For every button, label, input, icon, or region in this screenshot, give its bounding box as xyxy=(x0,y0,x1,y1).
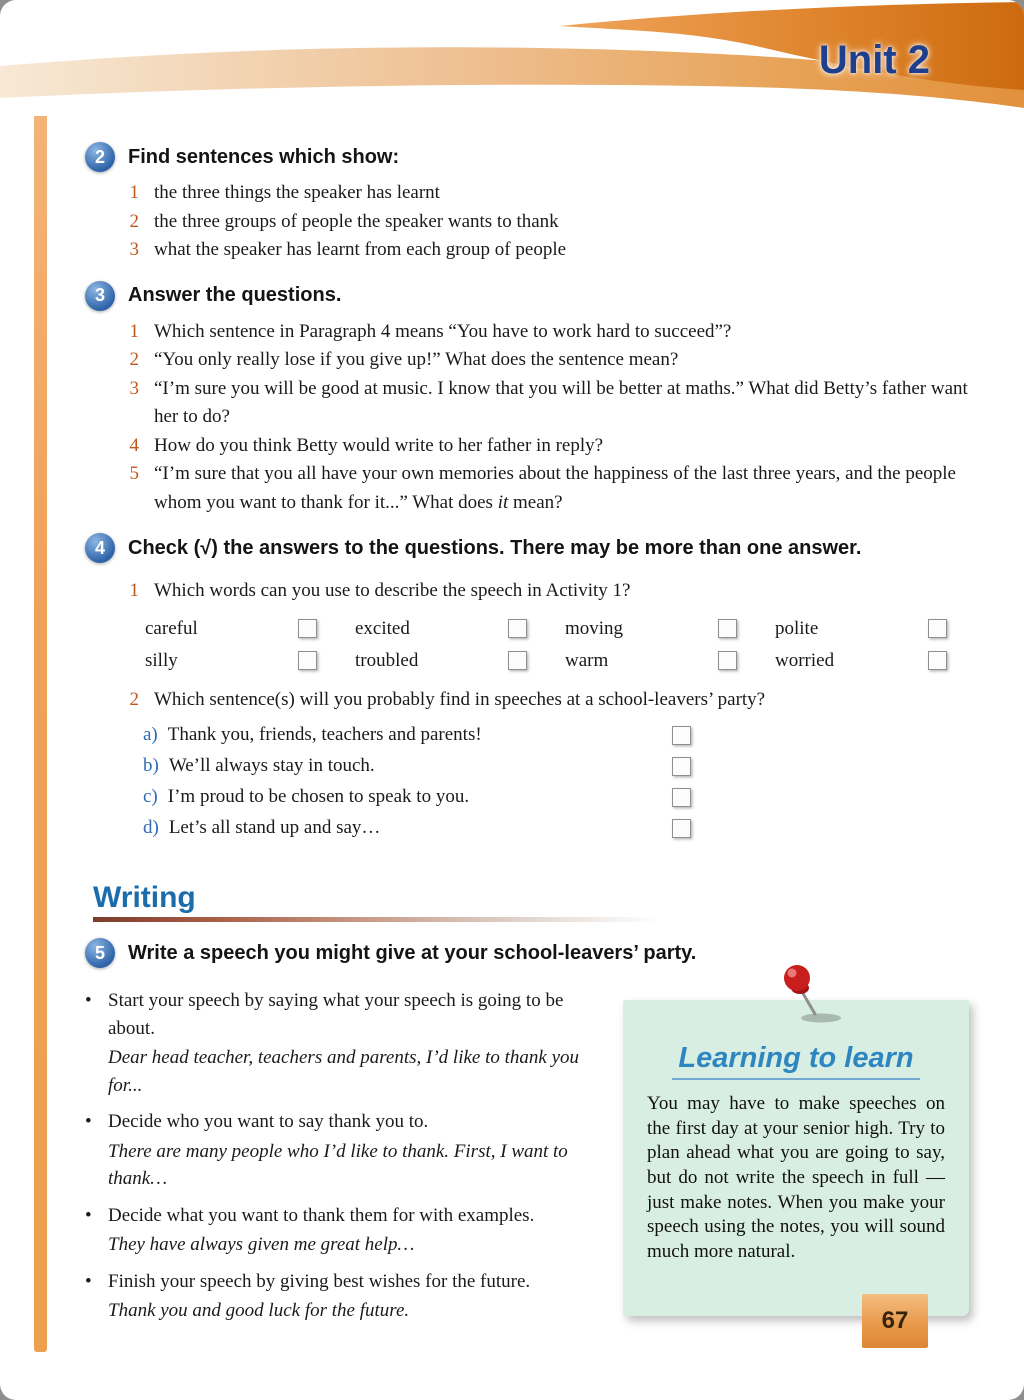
learning-to-learn-note xyxy=(623,1000,969,1316)
word-option xyxy=(565,618,737,640)
page-content xyxy=(0,118,1024,1325)
question-item xyxy=(128,318,969,347)
activity-3 xyxy=(85,281,969,518)
option-letter: a) xyxy=(143,724,158,745)
activity-4 xyxy=(85,533,969,839)
item-text: Which sentence in Paragraph 4 means “You have to work hard to succeed”? xyxy=(154,320,732,342)
word-label: moving xyxy=(565,617,624,639)
item-text: the three things the speaker has learnt xyxy=(154,182,440,203)
word-label: troubled xyxy=(355,649,419,671)
option-text: Let’s all stand up and say… xyxy=(168,817,381,838)
item-text-italic: it xyxy=(497,491,509,513)
section-heading-rule xyxy=(93,917,658,922)
learning-note-column xyxy=(623,1000,969,1325)
checkbox[interactable] xyxy=(672,726,691,745)
bullet-example: Dear head teacher, teachers and parents, I’d like to thank you for... xyxy=(108,1047,580,1096)
item-text-before: “I’m sure that you all have your own memories about the happiness of the last three years, and the people whom you want to thank for it...” What does xyxy=(154,463,956,513)
word-option xyxy=(775,618,947,640)
activity-title: Write a speech you might give at your school-leavers’ party. xyxy=(128,941,697,964)
item-number: 3 xyxy=(129,377,139,399)
question-item xyxy=(128,432,969,461)
bullet-icon: • xyxy=(85,1270,92,1292)
item-text: How do you think Betty would write to her father in reply? xyxy=(154,434,604,456)
item-text: what the speaker has learnt from each group of people xyxy=(154,239,567,260)
item-text: “I’m sure you will be good at music. I know that you will be better at maths.” What did Betty’s father want her to do? xyxy=(154,377,968,427)
option-text: We’ll always stay in touch. xyxy=(168,755,375,776)
sentence-option xyxy=(143,755,691,777)
activity-title: Find sentences which show: xyxy=(128,145,400,168)
word-option xyxy=(145,650,317,672)
activity-number-badge: 5 xyxy=(85,938,115,968)
item-text-after: mean? xyxy=(508,491,563,513)
question-item xyxy=(128,686,969,715)
checkbox[interactable] xyxy=(672,788,691,807)
activity-5 xyxy=(85,938,969,1325)
page-header xyxy=(0,0,1024,118)
sentence-options xyxy=(143,724,969,839)
list-item xyxy=(128,208,969,237)
item-text: Which words can you use to describe the speech in Activity 1? xyxy=(154,580,631,601)
activity-number-badge: 2 xyxy=(85,142,115,172)
checkbox[interactable] xyxy=(508,651,527,670)
item-text xyxy=(154,460,969,517)
checkbox[interactable] xyxy=(298,619,317,638)
pushpin-icon xyxy=(773,962,845,1026)
option-letter: d) xyxy=(143,817,159,838)
activity-number-badge: 3 xyxy=(85,281,115,311)
checkbox[interactable] xyxy=(718,619,737,638)
bullet-item xyxy=(85,1108,615,1193)
bullet-item xyxy=(85,1268,615,1325)
activity-title: Answer the questions. xyxy=(128,284,342,306)
word-label: polite xyxy=(775,617,819,639)
item-text: the three groups of people the speaker wants to thank xyxy=(154,210,559,232)
item-text: Which sentence(s) will you probably find in speeches at a school-leavers’ party? xyxy=(154,688,766,710)
activity-title: Check (√) the answers to the questions. There may be more than one answer. xyxy=(128,536,862,559)
bullet-item xyxy=(85,987,615,1099)
list-item xyxy=(128,179,969,208)
question-item xyxy=(128,460,969,517)
page-number: 67 xyxy=(862,1294,928,1348)
note-title: Learning to learn xyxy=(672,1042,919,1080)
bullet-text: Decide what you want to thank them for with examples. xyxy=(108,1204,535,1226)
option-letter: c) xyxy=(143,786,158,807)
bullet-text: Start your speech by saying what your speech is going to be about. xyxy=(108,990,564,1039)
question-item xyxy=(128,577,969,606)
checkbox[interactable] xyxy=(672,819,691,838)
checkbox[interactable] xyxy=(718,651,737,670)
unit-label: Unit 2 xyxy=(818,38,930,82)
note-body: You may have to make speeches on the first day at your senior high. Try to plan ahead what you are going to say, but do not write the speech in full — just make notes. When you make your speech using the notes, you will sound much more natural. xyxy=(647,1093,945,1263)
item-number: 2 xyxy=(129,210,139,232)
word-option xyxy=(145,618,317,640)
bullet-example: They have always given me great help… xyxy=(108,1234,415,1256)
bullet-example: Thank you and good luck for the future. xyxy=(108,1300,410,1322)
bullet-item xyxy=(85,1202,615,1259)
word-checkbox-grid xyxy=(145,618,969,672)
bullet-icon: • xyxy=(85,1111,92,1133)
word-option xyxy=(775,650,947,672)
item-number: 1 xyxy=(129,182,139,203)
item-number: 2 xyxy=(129,688,139,710)
checkbox[interactable] xyxy=(928,619,947,638)
sentence-option xyxy=(143,817,691,839)
item-number: 3 xyxy=(129,239,139,260)
bullet-icon: • xyxy=(85,990,92,1011)
item-number: 1 xyxy=(129,580,139,601)
sentence-option xyxy=(143,786,691,808)
option-text: Thank you, friends, teachers and parents! xyxy=(167,724,482,745)
list-item xyxy=(128,236,969,265)
word-label: careful xyxy=(145,617,198,639)
option-text: I’m proud to be chosen to speak to you. xyxy=(167,786,470,807)
checkbox[interactable] xyxy=(298,651,317,670)
section-heading: Writing xyxy=(93,881,196,914)
item-text: “You only really lose if you give up!” What does the sentence mean? xyxy=(154,349,679,370)
option-letter: b) xyxy=(143,755,159,776)
bullet-icon: • xyxy=(85,1204,92,1226)
sentence-option xyxy=(143,724,691,746)
item-number: 2 xyxy=(129,349,139,370)
item-number: 4 xyxy=(129,434,139,456)
bullet-text: Decide who you want to say thank you to. xyxy=(108,1111,429,1133)
checkbox[interactable] xyxy=(508,619,527,638)
speech-instructions xyxy=(85,978,615,1325)
writing-section-header xyxy=(93,881,969,922)
question-item xyxy=(128,375,969,432)
item-number: 5 xyxy=(129,463,139,484)
word-option xyxy=(355,618,527,640)
word-label: worried xyxy=(775,649,835,671)
word-label: warm xyxy=(565,649,609,671)
activity-2 xyxy=(85,142,969,265)
word-option xyxy=(355,650,527,672)
question-item xyxy=(128,346,969,375)
word-option xyxy=(565,650,737,672)
bullet-text: Finish your speech by giving best wishes for the future. xyxy=(108,1270,531,1292)
word-label: excited xyxy=(355,617,410,639)
checkbox[interactable] xyxy=(672,757,691,776)
item-number: 1 xyxy=(129,320,139,342)
word-label: silly xyxy=(145,649,178,671)
activity-number-badge: 4 xyxy=(85,533,115,563)
checkbox[interactable] xyxy=(928,651,947,670)
bullet-example: There are many people who I’d like to thank. First, I want to thank… xyxy=(108,1140,568,1190)
